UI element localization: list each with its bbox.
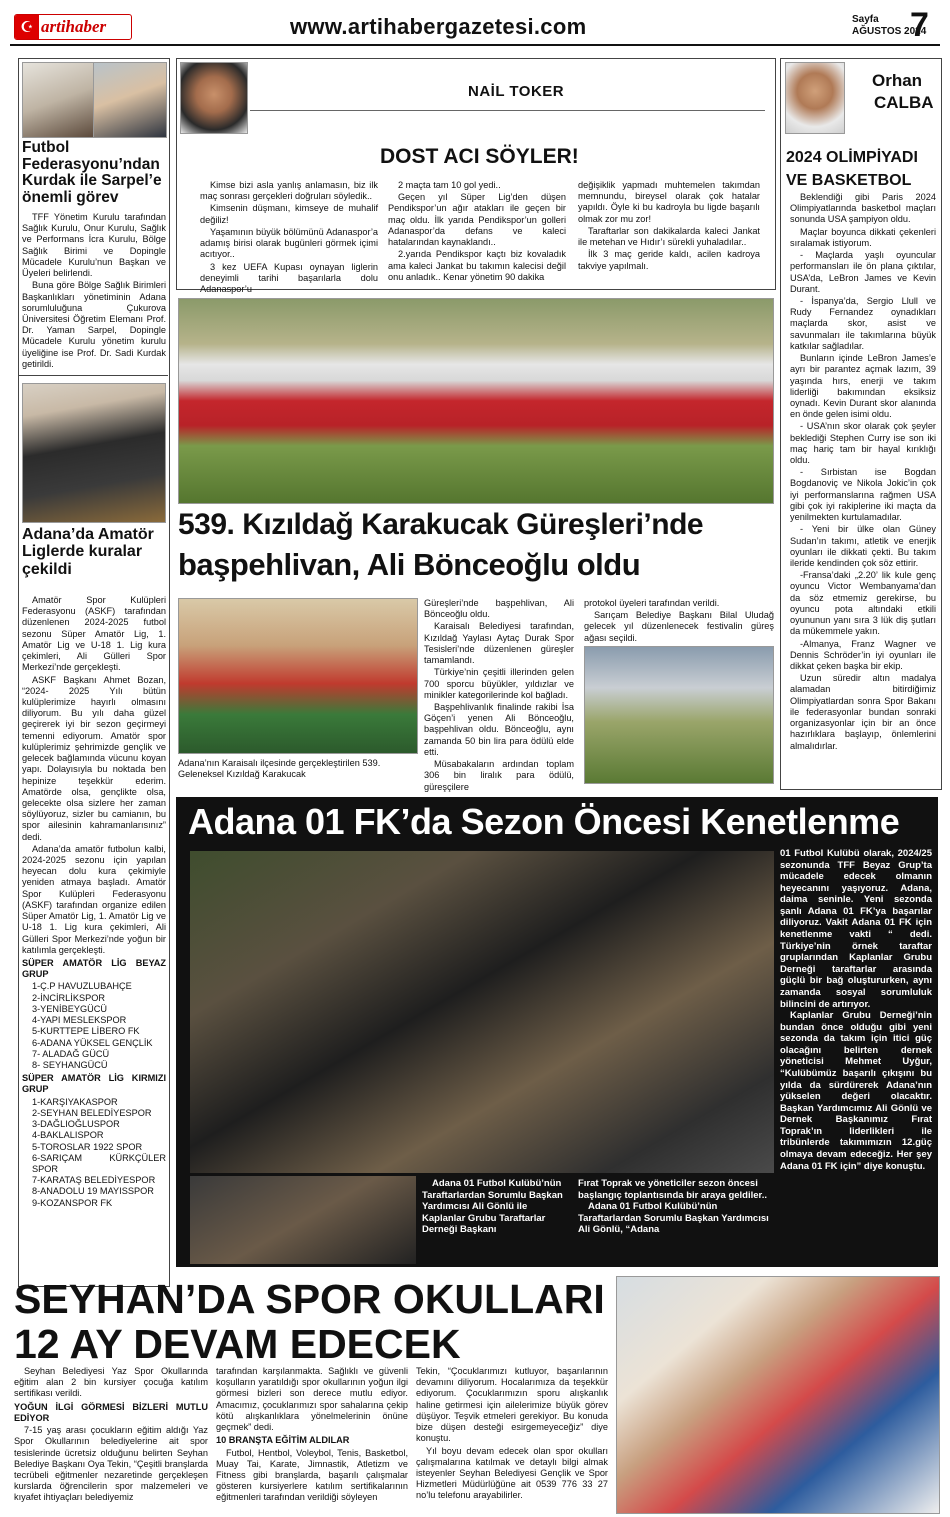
gures-caption: Adana’nın Karaisalı ilçesinde gerçekleştirilen 539. Geleneksel Kızıldağ Karakucak <box>178 758 381 780</box>
list-item: 1-KARŞIYAKASPOR <box>32 1096 118 1107</box>
list-item: 5-KURTTEPE LİBERO FK <box>32 1026 140 1037</box>
gures-match-photo <box>584 646 774 784</box>
page-number: 7 <box>910 6 929 44</box>
column-col3 <box>578 180 760 273</box>
list-item: 7- ALADAĞ GÜCÜ <box>32 1048 110 1059</box>
gures-title-1: 539. Kızıldağ Karakucak Güreşleri’nde <box>178 508 704 541</box>
adana01-mid1: Adana 01 Futbol Kulübü’nün Taraftarlardan Sorumlu Başkan Yardımcısı Ali Gönlü ile Kaplanlar Grubu Taraftarlar Derneği Başkanı <box>422 1178 563 1236</box>
gures-col3 <box>584 598 774 645</box>
paragraph: Karaisalı Belediyesi tarafından, Kızıldağ Yaylası Aytaç Durak Spor Tesisleri’nde düzenlenen güreşler tamamlandı. <box>424 621 574 666</box>
paragraph: 2 maçta tam 10 gol yedi.. <box>398 180 501 190</box>
seyhan-title-1: SEYHAN’DA SPOR OKULLARI <box>14 1276 605 1322</box>
right-column-title: 2024 OLİMPİYADI VE BASKETBOL <box>786 149 918 190</box>
group2-list <box>22 1097 166 1209</box>
gures-title-2: başpehlivan, Ali Bönceoğlu oldu <box>178 547 641 582</box>
seyhan-title-2: 12 AY DEVAM EDECEK <box>14 1321 461 1367</box>
column-author: NAİL TOKER <box>468 83 565 100</box>
kurdak-photo <box>22 62 94 138</box>
gures-col2 <box>424 598 574 794</box>
group1-title: SÜPER AMATÖR LİG BEYAZ GRUP <box>22 958 166 980</box>
story1-body <box>22 212 166 371</box>
paragraph: Güreşleri’nde başpehlivan, Ali Bönceoğlu oldu. <box>424 598 574 620</box>
adana01-mid-col <box>578 1178 770 1236</box>
issue-date: AĞUSTOS 2024 <box>852 26 927 37</box>
paragraph: Kimse bizi asla yanlış anlamasın, biz ilk maç sonrası gerçekleri doğruları söyledik.. <box>200 180 378 202</box>
paragraph: Bunların içinde LeBron James’e ayrı bir parantez açmak lazım, 39 yaşında hırs, enerji ve takım liderliği bakımından eksiksiz oynadı. Kevin Durant skor alanında en önde gelen isimi oldu. <box>790 353 936 420</box>
paragraph: 7-15 yaş arası çocukların eğitim aldığı Yaz Spor Okullarının belediyelerine ait spor tesislerinde ücretsiz olduğunu belirten Seyhan Belediye Başkanı Oya Tekin, “Çeşitli branşlarda tecrübeli eğitmenler nezaretinde gerçekleşen kurslarda öğrencilerin spor malzemeleri ve kıyafet ihtiyaçları belediyemiz <box>14 1425 208 1503</box>
story1-p1: TFF Yönetim Kurulu tarafından Sağlık Kurulu, Onur Kurulu, Sağlık ve Performans İcra Kurulu, Bölge Sağlık Birimi ve Dopingle Mücadele Kurulu’nun Başkan ve Üyeleri belirlendi. <box>22 212 166 279</box>
story2-p3: Adana’da amatör futbolun kalbi, 2024-2025 sezonu için yapılan heyecan dolu kura çekimiyle yeniden atmaya başladı. Amatör Spor Kulüpleri Federasyonu (ASKF) tarafından organize edilen Süper Amatör Lig, 1. Amatör Lig ve U-18 1. Lig kura çekimleri, Ali Gülleri Spor Merkezi’nde yoğun bir katılımla gerçekleşti. <box>22 843 166 955</box>
paragraph: Taraftarlar son dakikalarda kaleci Jankat ile metehan ve Hıdır’ı sürekli yuhaladılar.. <box>578 225 760 248</box>
paragraph: - Sırbistan ise Bogdan Bogdanoviç ve Nikola Jokic’in çok iyi performanslarına rağmen USA gibi çok iyi rakiplerine iki maçta da yenilmekten kurtulamadılar. <box>790 467 936 523</box>
seyhan-col3 <box>416 1366 608 1503</box>
paragraph: - Maçlarda yaşlı oyuncular performansları ile ön plana çıktılar, USA’da, LeBron James ve Kevin Durant. <box>790 250 936 294</box>
seyhan-col2 <box>216 1366 408 1505</box>
group1-list <box>22 981 166 1071</box>
paragraph: - Yeni bir ülke olan Güney Sudan’ın takımı, atletik ve enerjik oyunları ile dikkati çekti. Bu takım ileride kendinden çok söz ettirir. <box>790 524 936 568</box>
sarpel-photo <box>93 62 167 138</box>
list-item: 1-Ç.P HAVUZLUBAHÇE <box>32 981 132 992</box>
paragraph: Geçen yıl Süper Lig’den düşen Pendikspor’un ağır atakları ile geçen bir maç oldu. İlk yarıda Pendikspor’un golleri Adanaspor’da defans ve kaleci hatalarından kaynaklandı.. <box>388 192 566 248</box>
adana01-right-text2: Kaplanlar Grubu Derneği’nin bundan önce olduğu gibi yeni sezonda da takım için itici güç olacağını belirten dernek yöneticisi Mehmet Uyğur, “Kulübümüz başarılı çıkışını bu yılda da sürdürerek Adana’nın yükselen değeri olacaktır. Başkan Yardımcımız Ali Gönlü ve Dernek Başkanımız Fırat Toprak’ın liderlikleri ile tribünlerde takımımızın 12.güç olmaya devam edeceğiz. Her şey Adana 01 FK için” diye konuştu. <box>780 1010 932 1172</box>
story2-p2: ASKF Başkanı Ahmet Bozan, “2024- 2025 Yılı bütün kulüplerimize hayırlı olmasını diliyorum. Bu yılı daha güzel geçirerek iyi bir sezon geçirmeyi temenni ediyorum. Amatör spor kulüplerimiz şehrimizde gençlik ve gelecek bağlamında vücunu koyan yapı. Dolayısıyla bu noktada ben hepinize teşekkür ederim. Amatörde olsa, gençlikte olsa, gelecekte olsa sizlere her zaman söylüyoruz, sizler bu camianın, bu spor ailesinin kahramanlarısınız” dedi. <box>22 674 166 842</box>
gures-main-photo <box>178 298 774 504</box>
paragraph: Sarıçam Belediye Başkanı Bilal Uludağ gelecek yıl düzenlenecek festivalin güreş ağası seçildi. <box>584 610 774 643</box>
site-url[interactable]: www.artihabergazetesi.com <box>290 14 587 39</box>
seyhan-sub2: 10 BRANŞTA EĞİTİM ALDILAR <box>216 1435 350 1446</box>
list-item: 8- SEYHANGÜCÜ <box>32 1059 108 1070</box>
logo-text: artihaber <box>41 17 107 36</box>
paragraph: - USA’nın skor olarak çok şeyler beklediği Stephen Curry ise son iki maç hariç tam bir hayal kırıklığı oldu. <box>790 421 936 466</box>
paragraph: Başpehlivanlık finalinde rakibi İsa Göçen’i yenen Ali Bönceoğlu, başpehlivan oldu. Bönceoğlu, aynı zamanda 50 bin lira para ödülü elde etti. <box>424 701 574 757</box>
column-col1 <box>200 180 378 296</box>
paragraph: Türkiye’nin çeşitli illerinden gelen 700 sporcu büyükler, yıldızlar ve minikler kategorilerinde kol bağladı. <box>424 667 574 700</box>
list-item: 4-BAKLALISPOR <box>32 1130 104 1141</box>
paragraph: - İspanya’da, Sergio Llull ve Rudy Fernandez oynadıkları maçlarda skor, asist ve savunmaları ile takımlarına büyük katkılar sağladılar. <box>790 295 936 351</box>
paragraph: tarafından karşılanmakta. Sağlıklı ve güvenli koşulların yaratıldığı spor okullarının yoğun ilgi görmesi bizleri son derece mutlu ediyor. Amacımız, çocuklarımızı spor sahalarına çekip kötü alışkanlıklara yönelmelerinin önüne geçmek” dedi. <box>216 1366 408 1433</box>
paragraph: -Fransa’daki „2.20’ lik kule genç oyuncu Victor Wembanyama’dan da söz etmemiz gerekirse, bu oyuncu pota altındaki etkili oyununun yanı sıra 3 lük diş şutları da mükemmele yakın. <box>790 570 936 637</box>
paragraph: Yaşamının büyük bölümünü Adanaspor’a adamış birisi olarak bugünleri görmek içimi acıtıyor.. <box>200 226 378 260</box>
list-item: 3-YENİBEYGÜCÜ <box>32 1003 108 1014</box>
site-logo[interactable] <box>14 14 132 40</box>
paragraph: 2.yarıda Pendikspor kaçtı biz kovaladık ama kaleci Jankat bu takımın kalecisi değil onu anladık.. Kenar yönetim 90 dakika <box>388 249 566 282</box>
paragraph: Beklendiği gibi Paris 2024 Olimpiyatlarında basketbol maçları sonunda USA şampiyon oldu. <box>790 192 936 225</box>
story1-p2: Buna göre Bölge Sağlık Birimleri Başkanlıkları yönetiminin Adana sorumluluğuna Çukurova Üniversitesi Öğretim Elemanı Prof. Dr. Yaman Sarpel, Dopingle Mücadele Kurulu yönetim kurulu üyeliğine ise Prof. Dr. Sadi Kurdak getirildi. <box>22 280 166 369</box>
list-item: 7-KARATAŞ BELEDİYESPOR <box>32 1175 156 1186</box>
group2-title: SÜPER AMATÖR LİG KIRMIZI GRUP <box>22 1073 166 1095</box>
story1-title: Futbol Federasyonu’ndan Kurdak ile Sarpel’e önemli görev <box>22 139 162 207</box>
paragraph: İlk 3 maç geride kaldı, acilen kadroya takviye yapılmalı. <box>578 249 760 271</box>
paragraph: değişiklik yapmadı muhtemelen takımdan memnundu, bireysel olarak çok hatalar yapıldı. Öyle ki bu kadroyla bu ligde başarılı olmak zor mu zor! <box>578 180 760 224</box>
paragraph: protokol üyeleri tarafından verildi. <box>584 598 720 608</box>
story2-title: Adana’da Amatör Liglerde kuralar çekildi <box>22 526 154 578</box>
list-item: 2-İNCİRLİKSPOR <box>32 992 106 1003</box>
story2-p1: Amatör Spor Kulüpleri Federasyonu (ASKF) tarafından düzenlenen 2024-2025 futbol sezonu Süper Amatör Lig, 1. Amatör Lig ve U-18 1. Lig kura çekimleri, Ali Gülleri Spor Merkezi’nde gerçekleşti. <box>22 595 166 673</box>
gures-winner-photo <box>178 598 418 754</box>
paragraph: Futbol, Hentbol, Voleybol, Tenis, Basketbol, Muay Tai, Karate, Jimnastik, Atletizm ve Fitness gibi branşlarda, başarılı çalışmalar gösteren kursiyerlere katılım sertifikalarının eğitmenleri tarafından verildiği söyleyen <box>216 1447 408 1503</box>
paragraph: Kimsenin düşmanı, kimseye de muhalif değiliz! <box>200 203 378 225</box>
seyhan-photo <box>616 1276 940 1514</box>
author-first: Orhan <box>872 71 923 90</box>
crescent-star-icon: ☪ <box>15 15 39 39</box>
divider <box>250 110 765 111</box>
paragraph: Maçlar boyunca dikkati çekenleri sıralamak istiyorum. <box>790 226 936 248</box>
list-item: 6-ADANA YÜKSEL GENÇLİK <box>32 1037 153 1048</box>
page-label: Sayfa <box>852 14 879 25</box>
right-column-body <box>790 192 936 753</box>
paragraph: Uzun süredir altın madalya alamadan bitirdiğimiz Olimpiyatlardan sonra Spor Bakanı ile federasyonlar bundan sonraki organizasyonlar için bir an önce hazırlıklara başlayıp, önlemlerini almalıdırlar. <box>790 673 936 751</box>
nail-toker-photo <box>180 62 248 134</box>
story2-body <box>22 595 166 1209</box>
paragraph: Müsabakaların ardından toplam 306 bin liralık para ödülü, güreşçilere <box>424 759 574 792</box>
list-item: 8-ANADOLU 19 MAYISSPOR <box>32 1186 154 1197</box>
paragraph: 3 kez UEFA Kupası oynayan liglerin deneyimli tarihi başarılarla dolu Adanaspor’u <box>200 261 378 294</box>
adana01-right-text: 01 Futbol Kulübü olarak, 2024/25 sezonunda TFF Beyaz Grup’ta mücadele edecek olmanın heyecanını yaşıyoruz. Adana, daima seninle. Yeni sezonda şanlı Adana 01 FK’ya başarılar diliyoruz. Vakit Adana 01 FK için kenetlenme vakti “ dedi. Türkiye’nin örnek taraftar gruplarından Kaplanlar Grubu Derneği taraftarlar arasında güçlü bir bağ oluştururken, aynı zamanda sosyal sorumluluk bilincini de artırıyor. <box>780 848 932 1010</box>
seyhan-col1 <box>14 1366 208 1505</box>
paragraph: Seyhan Belediyesi Yaz Spor Okullarında eğitim alan 2 bin kursiyer çocuğa katılım sertifikası verildi. <box>14 1366 208 1399</box>
list-item: 4-YAPI MESLEKSPOR <box>32 1015 127 1026</box>
paragraph: -Almanya, Franz Wagner ve Dennis Schröder’in iyi oyunları ile dikkat çeken başka bir ekip. <box>790 638 936 671</box>
column-col2 <box>388 180 566 284</box>
adana01-mid3: Adana 01 Futbol Kulübü’nün Taraftarlardan Sorumlu Başkan Yardımcısı Ali Gönlü, “Adana <box>578 1201 769 1236</box>
orhan-calba-photo <box>785 62 845 134</box>
column-title: DOST ACI SÖYLER! <box>380 145 579 168</box>
adana01-right-col <box>780 848 932 1172</box>
list-item: 2-SEYHAN BELEDİYESPOR <box>32 1107 152 1118</box>
list-item: 9-KOZANSPOR FK <box>32 1197 113 1208</box>
divider <box>18 375 168 376</box>
adana01-main-photo <box>190 851 774 1173</box>
adana01-mid2: Fırat Toprak ve yöneticiler sezon öncesi başlangıç toplantısında bir araya geldiler.. <box>578 1178 768 1201</box>
seyhan-sub1: YOĞUN İLGİ GÖRMESİ BİZLERİ MUTLU EDİYOR <box>14 1401 208 1423</box>
bozan-photo <box>22 383 166 523</box>
paragraph: Tekin, “Çocuklarımızı kutluyor, başarılarının devamını diliyorum. Hocalarımıza da teşekkür ediyorum. Çocuklarımızın sporu alışkanlık haline getirmesi için ailelerimize büyük görev düşüyor. Teşvik etmeleri gerekiyor. Bu konuda bize düşen desteği esirgemeyeceğiz” diye konuştu. <box>416 1366 608 1444</box>
list-item: 6-SARIÇAM KÜRKÇÜLER SPOR <box>32 1152 166 1174</box>
adana01-title: Adana 01 FK’da Sezon Öncesi Kenetlenme <box>188 801 900 842</box>
author-last: CALBA <box>874 93 934 112</box>
list-item: 5-TOROSLAR 1922 SPOR <box>32 1141 143 1152</box>
paragraph: Yıl boyu devam edecek olan spor okulları çalışmalarına katılmak ve detaylı bilgi almak isteyenler Seyhan Belediyesi Gençlik ve Spor Hizmetleri Müdürlüğüne ait 0539 776 33 27 no’lu telefonu arayabilirler. <box>416 1445 608 1501</box>
list-item: 3-DAĞLIOĞLUSPOR <box>32 1119 120 1130</box>
adana01-group-photo <box>190 1176 416 1264</box>
